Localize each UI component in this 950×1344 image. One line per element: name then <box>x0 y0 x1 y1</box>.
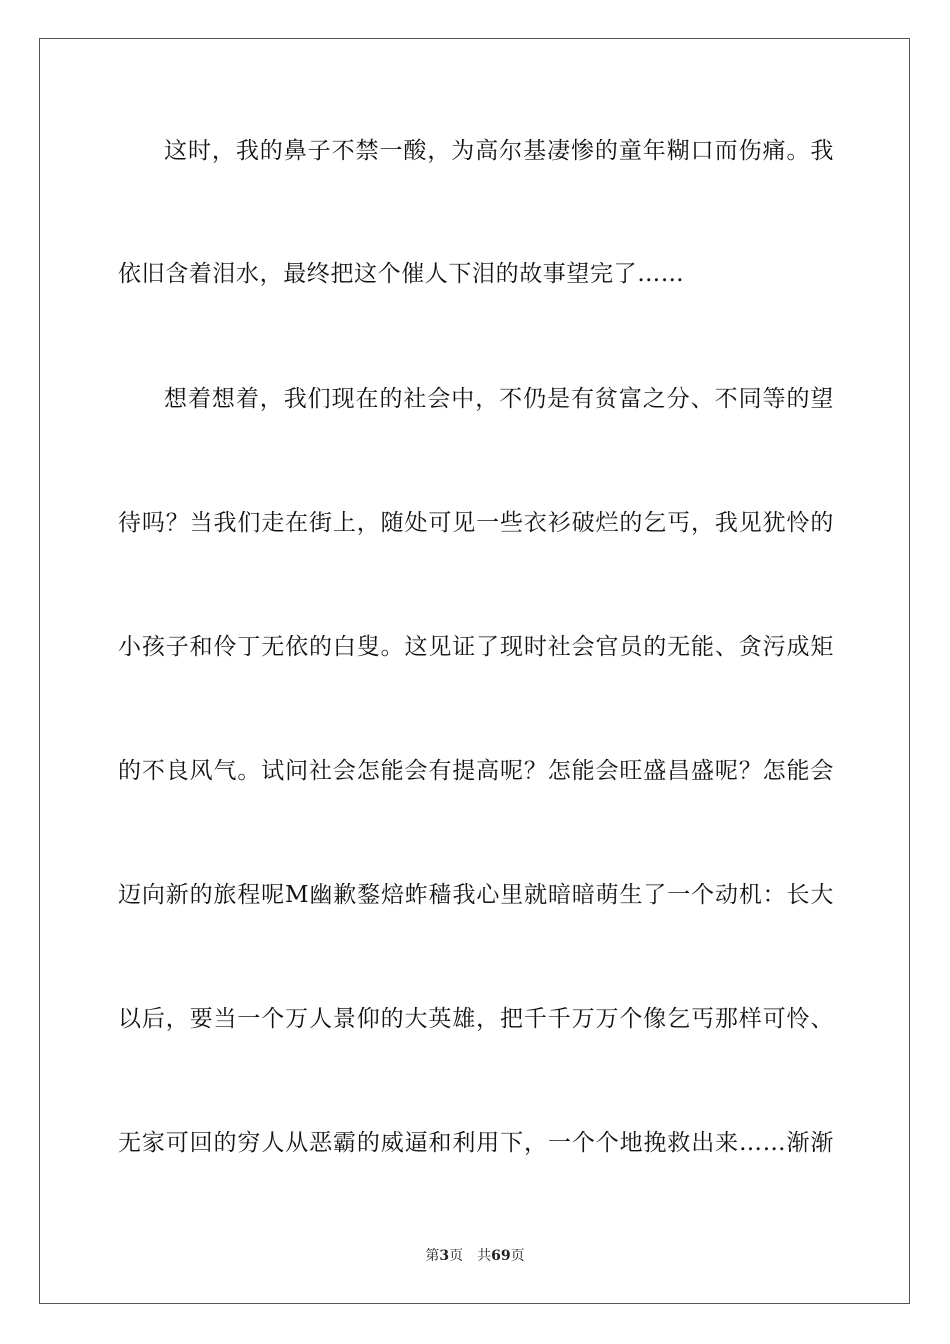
paragraph-2-line-4: 的不良风气。试问社会怎能会有提高呢？怎能会旺盛昌盛呢？怎能会 <box>118 758 834 784</box>
paragraph-2-line-7: 无家可回的穷人从恶霸的威逼和利用下，一个个地挽救出来……渐渐 <box>118 1130 834 1156</box>
page-number: 3 <box>439 1248 450 1264</box>
page-footer <box>0 1247 950 1265</box>
total-suffix: 页 <box>510 1248 525 1264</box>
paragraph-2-line-6: 以后，要当一个万人景仰的大英雄，把千千万万个像乞丐那样可怜、 <box>118 1006 834 1032</box>
paragraph-1-line-1: 这时，我的鼻子不禁一酸，为高尔基凄惨的童年糊口而伤痛。我 <box>164 138 834 164</box>
page-suffix: 页 <box>449 1248 464 1264</box>
total-prefix: 共 <box>477 1248 492 1264</box>
paragraph-2-line-3: 小孩子和伶丁无依的白叟。这见证了现时社会官员的无能、贪污成矩 <box>118 634 834 660</box>
paragraph-1-line-2: 依旧含着泪水，最终把这个催人下泪的故事望完了…… <box>118 261 685 287</box>
total-pages: 69 <box>491 1248 511 1264</box>
page-prefix: 第 <box>425 1248 440 1264</box>
paragraph-2-line-5: 迈向新的旅程呢M幽歉鍪焙蚱穑我心里就暗暗萌生了一个动机：长大 <box>118 882 834 908</box>
page-frame <box>39 38 910 1304</box>
paragraph-2-line-2: 待吗？当我们走在街上，随处可见一些衣衫破烂的乞丐，我见犹怜的 <box>118 510 834 536</box>
paragraph-2-line-1: 想着想着，我们现在的社会中，不仍是有贫富之分、不同等的望 <box>164 386 834 412</box>
